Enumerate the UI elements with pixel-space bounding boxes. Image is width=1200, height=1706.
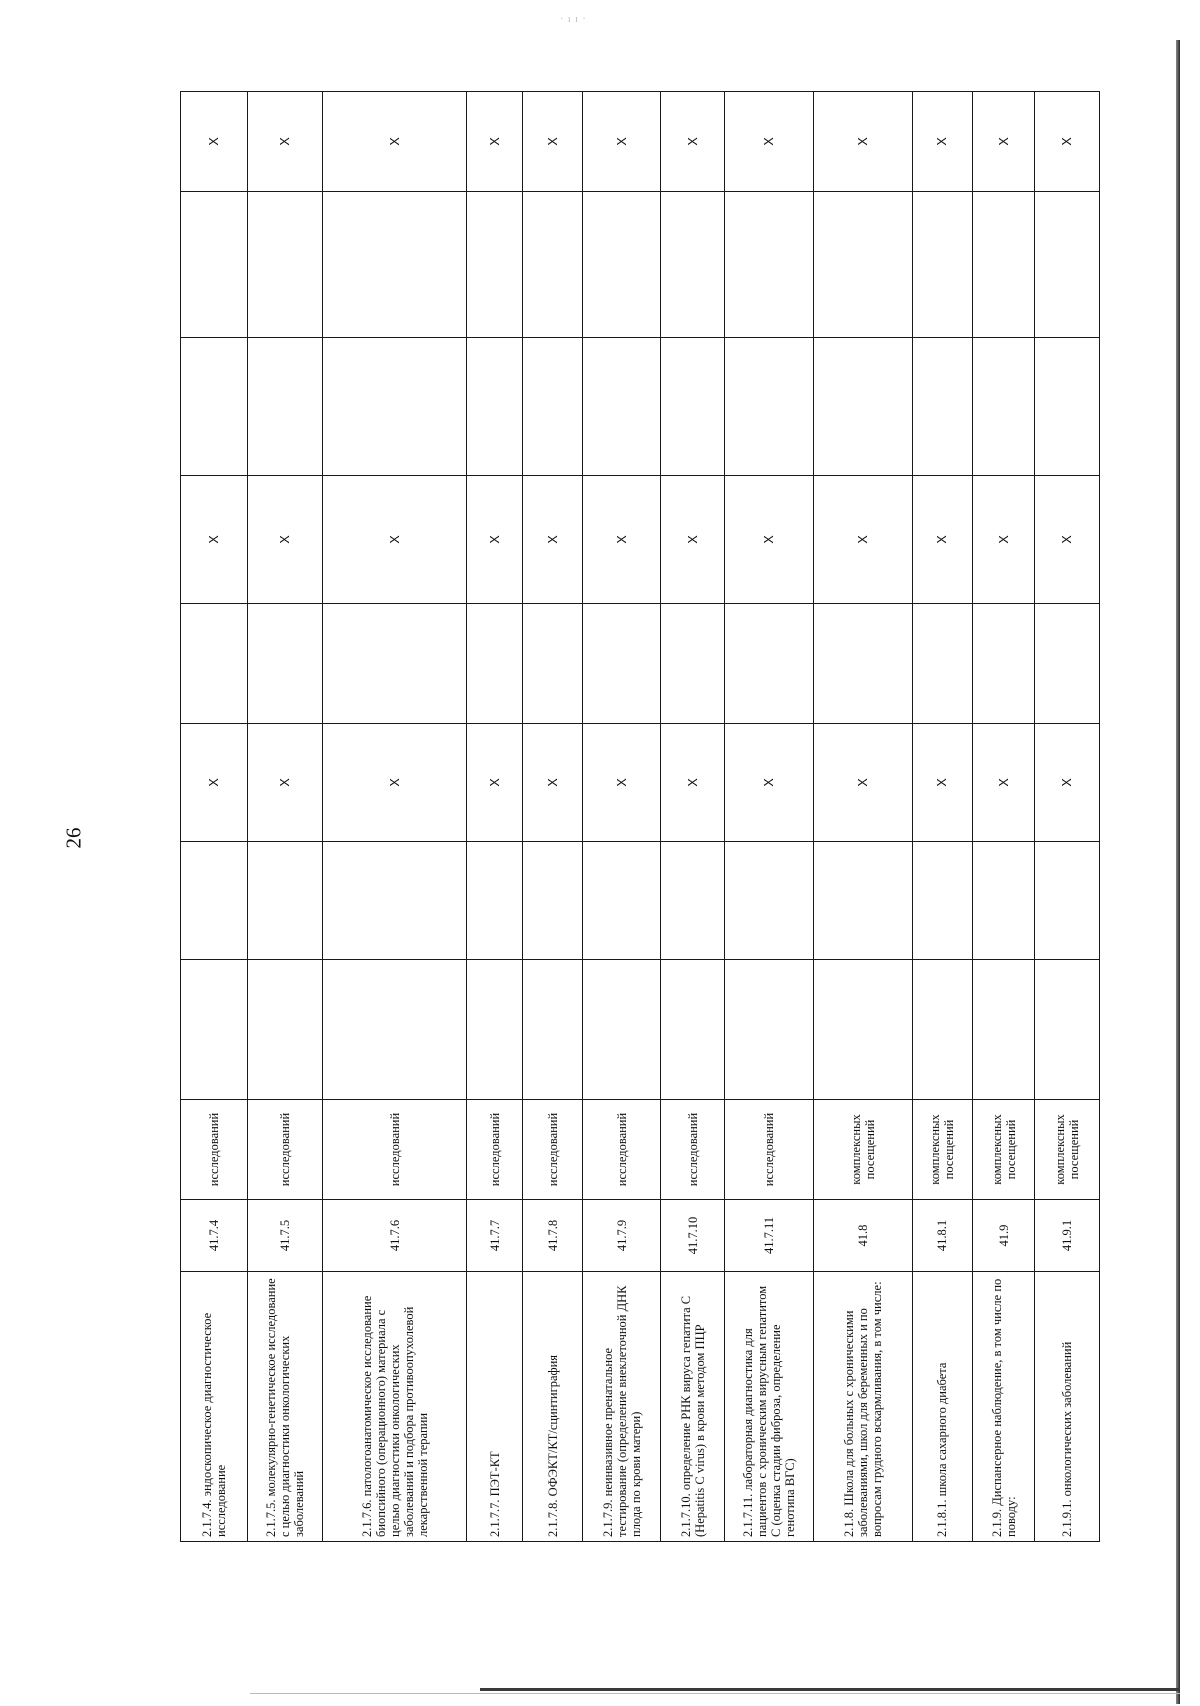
row-code-cell: 41.7.5 [247, 1200, 322, 1272]
row-mark-cell: X [247, 724, 322, 842]
row-code-cell: 41.8.1 [912, 1200, 972, 1272]
row-mark-cell: X [247, 476, 322, 604]
row-mark-cell: X [523, 92, 583, 192]
row-mark-cell: X [912, 724, 972, 842]
row-mark-cell: X [247, 92, 322, 192]
row-mark-cell: X [725, 476, 813, 604]
rotated-table-wrapper [180, 92, 1100, 1542]
empty-cell [583, 960, 660, 1100]
row-mark-cell: X [725, 724, 813, 842]
empty-cell [247, 338, 322, 476]
table-row [181, 92, 248, 1542]
empty-cell [323, 338, 467, 476]
empty-cell [523, 192, 583, 338]
table-row [813, 92, 912, 1542]
row-mark-cell: X [181, 476, 248, 604]
empty-cell [181, 192, 248, 338]
scan-line-bottom [250, 1693, 1180, 1694]
empty-cell [323, 604, 467, 724]
row-mark-cell: X [583, 724, 660, 842]
row-name-cell: 2.1.8. Школа для больных с хроническими заболеваниями, школ для беременных и по вопросам грудного вскармливания, в том числе: [813, 1272, 912, 1542]
row-mark-cell: X [660, 476, 725, 604]
empty-cell [181, 960, 248, 1100]
row-mark-cell: X [725, 92, 813, 192]
empty-cell [181, 604, 248, 724]
row-name-cell: 2.1.7.11. лабораторная диагностика для пациентов с хроническим вирусным гепатитом С (оценка стадии фиброза, определение генотипа ВГС) [725, 1272, 813, 1542]
row-mark-cell: X [972, 476, 1034, 604]
row-name-cell: 2.1.9. Диспансерное наблюдение, в том числе по поводу: [972, 1272, 1034, 1542]
row-unit-cell: комплексных посещений [972, 1100, 1034, 1200]
row-unit-cell: исследований [523, 1100, 583, 1200]
row-mark-cell: X [813, 476, 912, 604]
row-mark-cell: X [523, 724, 583, 842]
row-code-cell: 41.7.10 [660, 1200, 725, 1272]
empty-cell [660, 960, 725, 1100]
row-mark-cell: X [972, 92, 1034, 192]
empty-cell [813, 604, 912, 724]
empty-cell [972, 960, 1034, 1100]
row-mark-cell: X [1035, 92, 1100, 192]
empty-cell [1035, 960, 1100, 1100]
row-mark-cell: X [912, 92, 972, 192]
empty-cell [813, 192, 912, 338]
empty-cell [247, 842, 322, 960]
empty-cell [660, 842, 725, 960]
row-name-cell: 2.1.7.9. неинвазивное пренатальное тестирование (определение внеклеточной ДНК плода по крови матери) [583, 1272, 660, 1542]
empty-cell [467, 604, 523, 724]
empty-cell [523, 960, 583, 1100]
row-code-cell: 41.7.4 [181, 1200, 248, 1272]
empty-cell [1035, 604, 1100, 724]
table-row [247, 92, 322, 1542]
empty-cell [323, 192, 467, 338]
row-name-cell: 2.1.9.1. онкологических заболеваний [1035, 1272, 1100, 1542]
row-name-cell: 2.1.7.8. ОФЭКТ/КТ/сцинтиграфия [523, 1272, 583, 1542]
row-unit-cell: исследований [181, 1100, 248, 1200]
table-row [972, 92, 1034, 1542]
table-body [181, 92, 1100, 1542]
empty-cell [467, 338, 523, 476]
row-code-cell: 41.9.1 [1035, 1200, 1100, 1272]
empty-cell [323, 960, 467, 1100]
empty-cell [813, 338, 912, 476]
empty-cell [813, 960, 912, 1100]
empty-cell [583, 338, 660, 476]
table-row [467, 92, 523, 1542]
empty-cell [912, 604, 972, 724]
empty-cell [660, 338, 725, 476]
empty-cell [181, 842, 248, 960]
table-row [323, 92, 467, 1542]
row-mark-cell: X [323, 724, 467, 842]
empty-cell [912, 192, 972, 338]
row-unit-cell: комплексных посещений [912, 1100, 972, 1200]
empty-cell [660, 604, 725, 724]
row-code-cell: 41.7.9 [583, 1200, 660, 1272]
table-row [725, 92, 813, 1542]
row-name-cell: 2.1.7.4. эндоскопическое диагностическое исследование [181, 1272, 248, 1542]
row-mark-cell: X [467, 476, 523, 604]
empty-cell [972, 192, 1034, 338]
table-row [912, 92, 972, 1542]
empty-cell [247, 960, 322, 1100]
row-unit-cell: комплексных посещений [1035, 1100, 1100, 1200]
empty-cell [467, 842, 523, 960]
empty-cell [467, 960, 523, 1100]
row-unit-cell: исследований [247, 1100, 322, 1200]
empty-cell [323, 842, 467, 960]
empty-cell [660, 192, 725, 338]
empty-cell [725, 338, 813, 476]
empty-cell [972, 604, 1034, 724]
empty-cell [1035, 192, 1100, 338]
row-mark-cell: X [467, 92, 523, 192]
row-mark-cell: X [583, 92, 660, 192]
empty-cell [583, 842, 660, 960]
row-unit-cell: комплексных посещений [813, 1100, 912, 1200]
row-mark-cell: X [660, 724, 725, 842]
row-mark-cell: X [583, 476, 660, 604]
row-mark-cell: X [912, 476, 972, 604]
table-row [1035, 92, 1100, 1542]
row-code-cell: 41.9 [972, 1200, 1034, 1272]
empty-cell [1035, 338, 1100, 476]
table-row [583, 92, 660, 1542]
row-unit-cell: исследований [725, 1100, 813, 1200]
row-code-cell: 41.7.7 [467, 1200, 523, 1272]
row-name-cell: 2.1.7.6. патологоанатомическое исследование биопсийного (операционного) материала с целью диагностики онкологических заболеваний и подбора противоопухолевой лекарственной терапии [323, 1272, 467, 1542]
empty-cell [247, 604, 322, 724]
empty-cell [972, 842, 1034, 960]
empty-cell [523, 842, 583, 960]
row-name-cell: 2.1.8.1. школа сахарного диабета [912, 1272, 972, 1542]
scan-artifact: · ı ı · [560, 14, 587, 25]
row-mark-cell: X [181, 724, 248, 842]
empty-cell [972, 338, 1034, 476]
row-mark-cell: X [1035, 724, 1100, 842]
row-mark-cell: X [972, 724, 1034, 842]
row-code-cell: 41.7.11 [725, 1200, 813, 1272]
empty-cell [813, 842, 912, 960]
row-name-cell: 2.1.7.5. молекулярно-генетическое исследование с целью диагностики онкологических заболеваний [247, 1272, 322, 1542]
empty-cell [725, 604, 813, 724]
empty-cell [725, 842, 813, 960]
row-mark-cell: X [181, 92, 248, 192]
scan-page-edge-right [1176, 40, 1180, 1704]
row-mark-cell: X [467, 724, 523, 842]
row-unit-cell: исследований [660, 1100, 725, 1200]
row-mark-cell: X [813, 92, 912, 192]
row-unit-cell: исследований [323, 1100, 467, 1200]
empty-cell [912, 338, 972, 476]
row-code-cell: 41.7.6 [323, 1200, 467, 1272]
empty-cell [523, 604, 583, 724]
empty-cell [583, 192, 660, 338]
empty-cell [725, 192, 813, 338]
table-row [523, 92, 583, 1542]
empty-cell [523, 338, 583, 476]
empty-cell [1035, 842, 1100, 960]
empty-cell [725, 960, 813, 1100]
empty-cell [467, 192, 523, 338]
row-mark-cell: X [813, 724, 912, 842]
row-mark-cell: X [660, 92, 725, 192]
row-mark-cell: X [1035, 476, 1100, 604]
row-mark-cell: X [323, 92, 467, 192]
empty-cell [912, 960, 972, 1100]
row-code-cell: 41.8 [813, 1200, 912, 1272]
row-name-cell: 2.1.7.7. ПЭТ-КТ [467, 1272, 523, 1542]
data-table [180, 91, 1100, 1542]
empty-cell [912, 842, 972, 960]
row-name-cell: 2.1.7.10. определение РНК вируса гепатита С (Hepatitis C virus) в крови методом ПЦР [660, 1272, 725, 1542]
row-unit-cell: исследований [583, 1100, 660, 1200]
row-mark-cell: X [523, 476, 583, 604]
scan-page-edge-bottom [480, 1688, 1180, 1691]
row-code-cell: 41.7.8 [523, 1200, 583, 1272]
empty-cell [583, 604, 660, 724]
page-number: 26 [61, 827, 86, 849]
empty-cell [181, 338, 248, 476]
empty-cell [247, 192, 322, 338]
row-unit-cell: исследований [467, 1100, 523, 1200]
table-row [660, 92, 725, 1542]
row-mark-cell: X [323, 476, 467, 604]
